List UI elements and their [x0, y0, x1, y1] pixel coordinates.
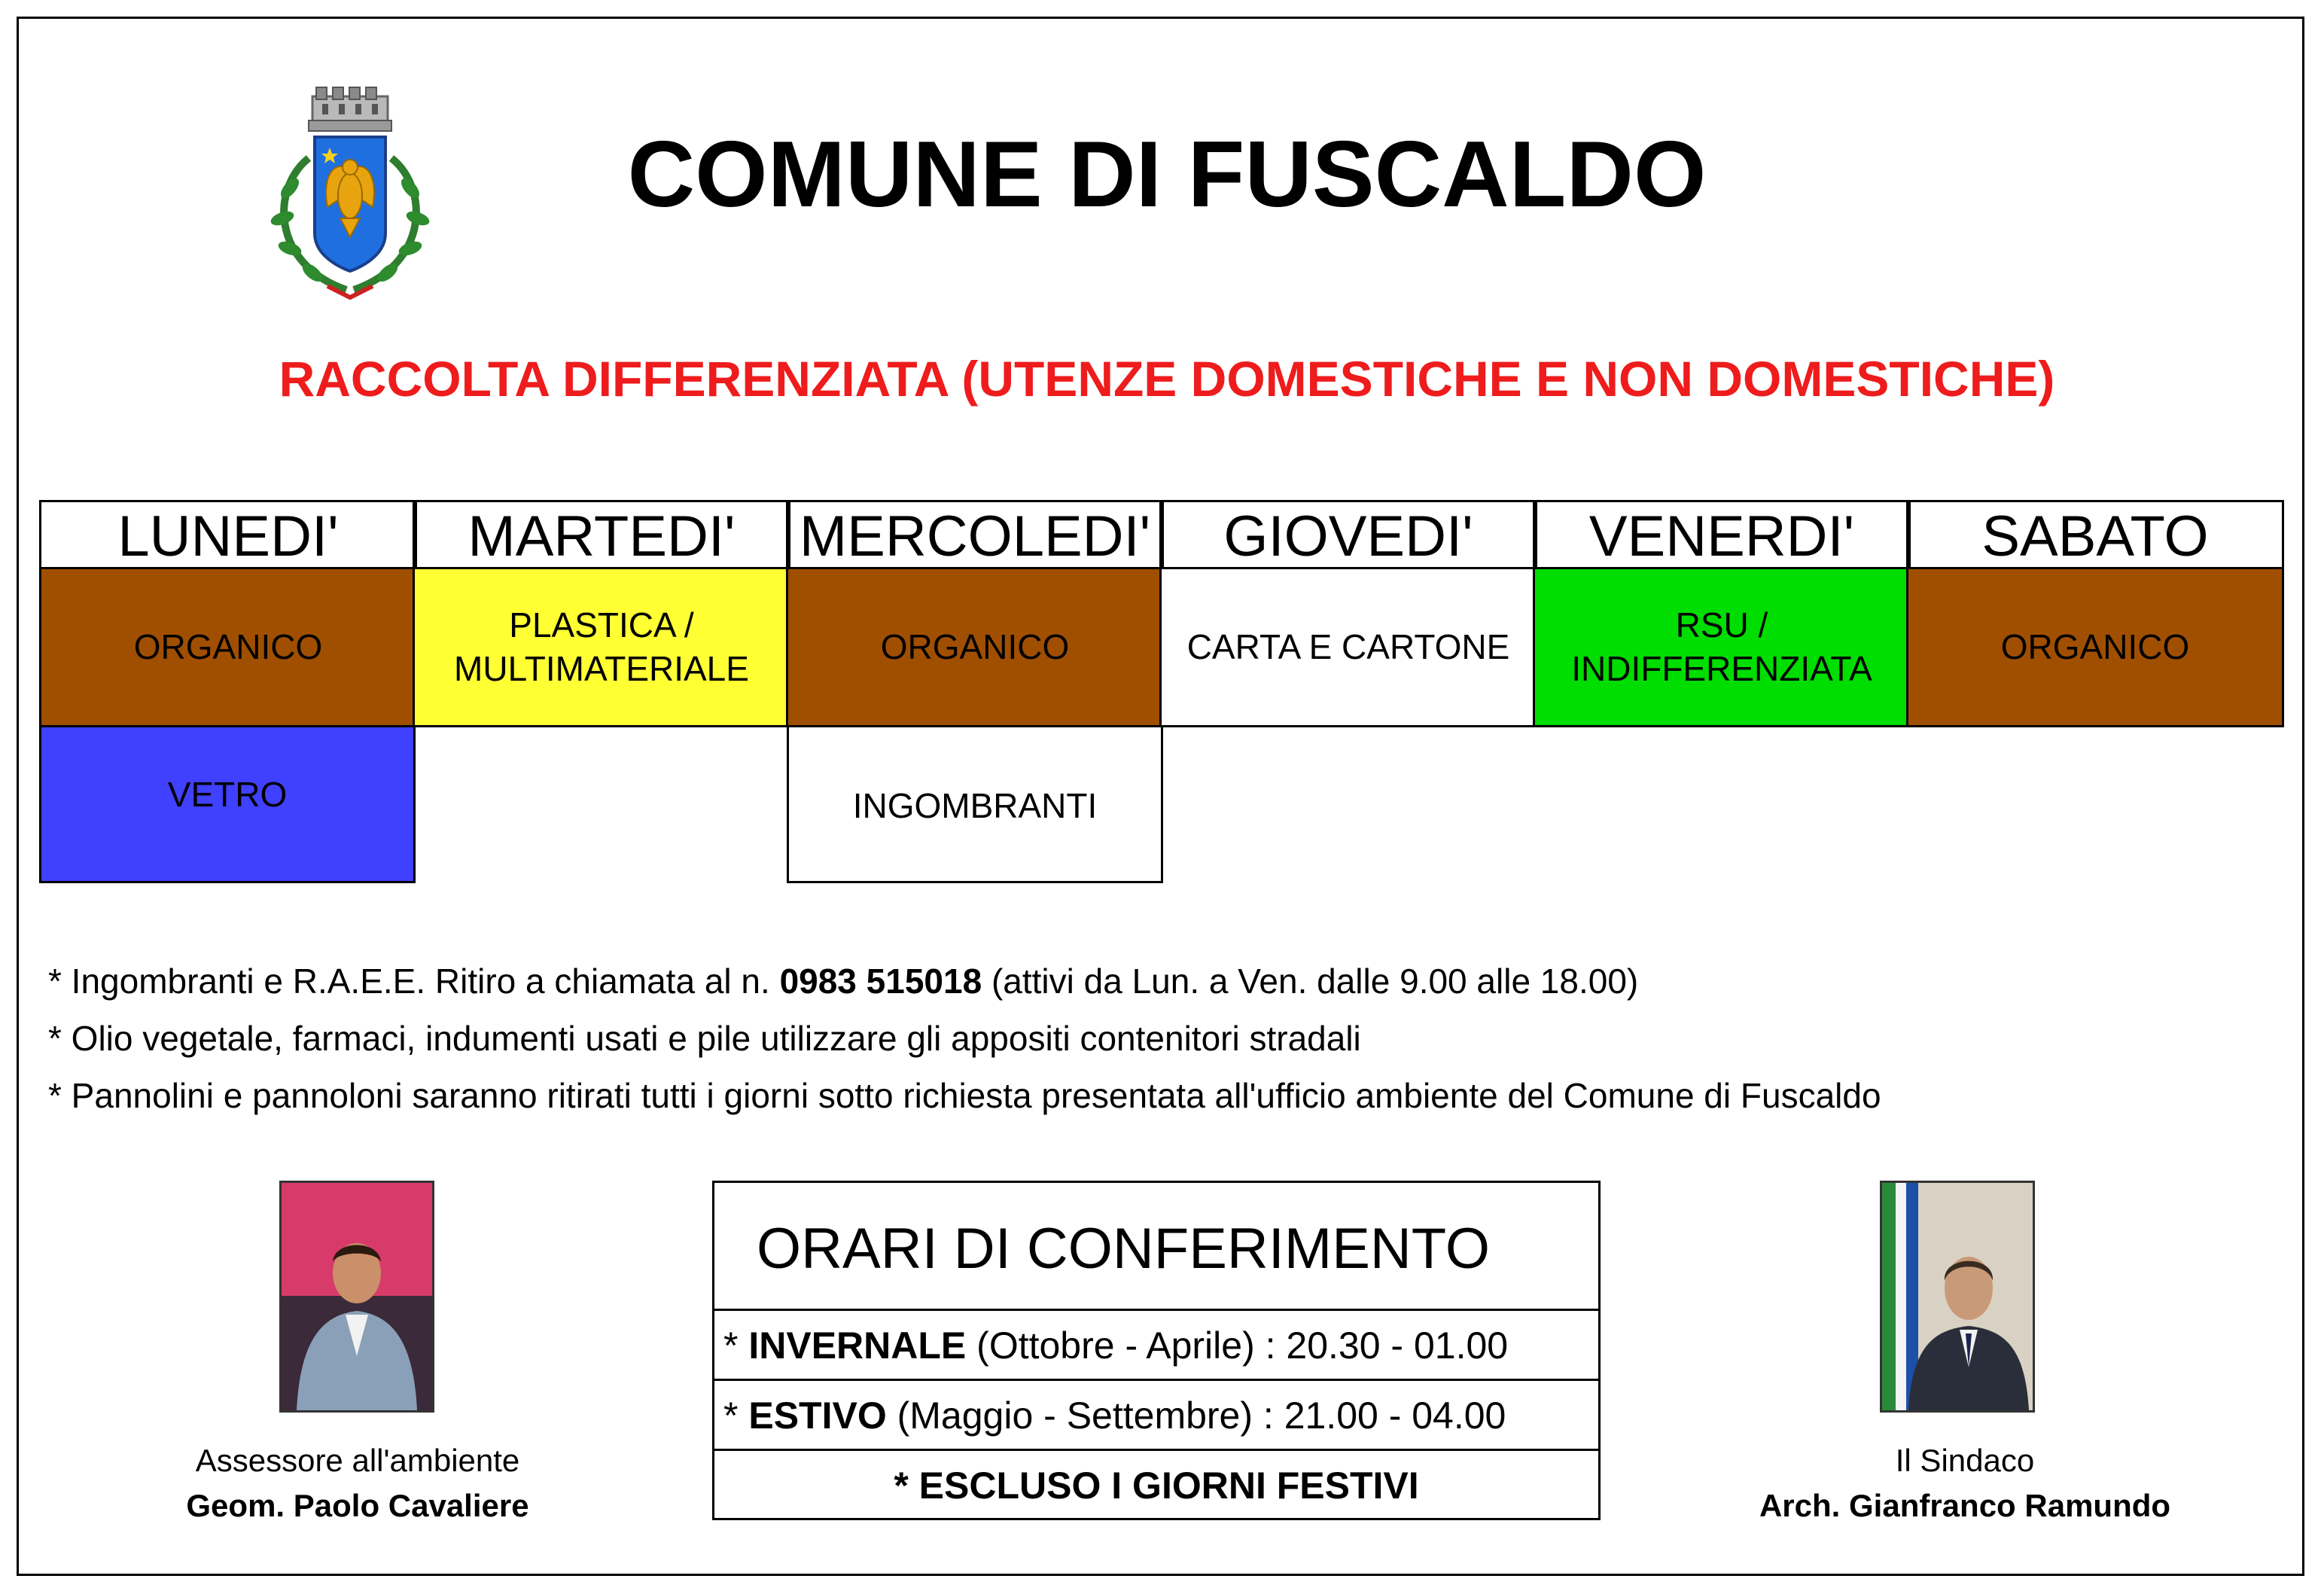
waste-cell-venerdi: RSU / INDIFFERENZIATA	[1533, 567, 1911, 727]
sindaco-name: Arch. Gianfranco Ramundo	[1759, 1488, 2171, 1523]
waste-cell-martedi: PLASTICA / MULTIMATERIALE	[413, 567, 790, 727]
assessore-role: Assessore all'ambiente	[195, 1443, 520, 1478]
assessore-photo	[279, 1181, 434, 1413]
hours-excluded: * ESCLUSO I GIORNI FESTIVI	[894, 1464, 1419, 1507]
hours-summer: * ESTIVO (Maggio - Settembre) : 21.00 - 04.00	[714, 1381, 1598, 1451]
note-ingombranti: * Ingombranti e R.A.E.E. Ritiro a chiamata al n. 0983 515018 (attivi da Lun. a Ven. dalle 9.00 alle 18.00)	[48, 962, 1639, 1001]
waste-cell-mercoledi: ORGANICO	[786, 567, 1164, 727]
waste-cell-mercoledi-ingombranti: INGOMBRANTI	[787, 725, 1163, 883]
waste-cell-giovedi: CARTA E CARTONE	[1159, 567, 1537, 727]
hours-winter: * INVERNALE (Ottobre - Aprile) : 20.30 - 01.00	[714, 1311, 1598, 1381]
day-header-venerdi: VENERDI'	[1533, 500, 1911, 569]
waste-cell-lunedi-vetro: VETRO	[39, 725, 416, 883]
note-olio: * Olio vegetale, farmaci, indumenti usati e pile utilizzare gli appositi contenitori stradali	[48, 1019, 1361, 1058]
waste-cell-lunedi: ORGANICO	[39, 567, 417, 727]
day-header-lunedi: LUNEDI'	[39, 500, 417, 569]
assessore-caption	[120, 1438, 595, 1528]
sindaco-photo	[1880, 1181, 2035, 1413]
page-subtitle: RACCOLTA DIFFERENZIATA (UTENZE DOMESTICHE E NON DOMESTICHE)	[279, 351, 2055, 407]
coat-of-arms-icon	[256, 83, 444, 309]
note-pannolini: * Pannolini e pannoloni saranno ritirati tutti i giorni sotto richiesta presentata all'ufficio ambiente del Comune di Fuscaldo	[48, 1076, 1881, 1115]
sindaco-caption	[1701, 1438, 2228, 1528]
day-header-sabato: SABATO	[1906, 500, 2284, 569]
sindaco-role: Il Sindaco	[1895, 1443, 2035, 1478]
page-title: COMUNE DI FUSCALDO	[627, 123, 1707, 227]
day-header-martedi: MARTEDI'	[413, 500, 790, 569]
hours-title: ORARI DI CONFERIMENTO	[714, 1183, 1598, 1311]
day-header-mercoledi: MERCOLEDI'	[786, 500, 1164, 569]
notes-list	[48, 952, 2277, 1124]
assessore-name: Geom. Paolo Cavaliere	[186, 1488, 529, 1523]
phone-number: 0983 515018	[779, 962, 982, 1001]
hours-box	[712, 1181, 1601, 1520]
waste-cell-sabato: ORGANICO	[1906, 567, 2284, 727]
day-header-giovedi: GIOVEDI'	[1159, 500, 1537, 569]
